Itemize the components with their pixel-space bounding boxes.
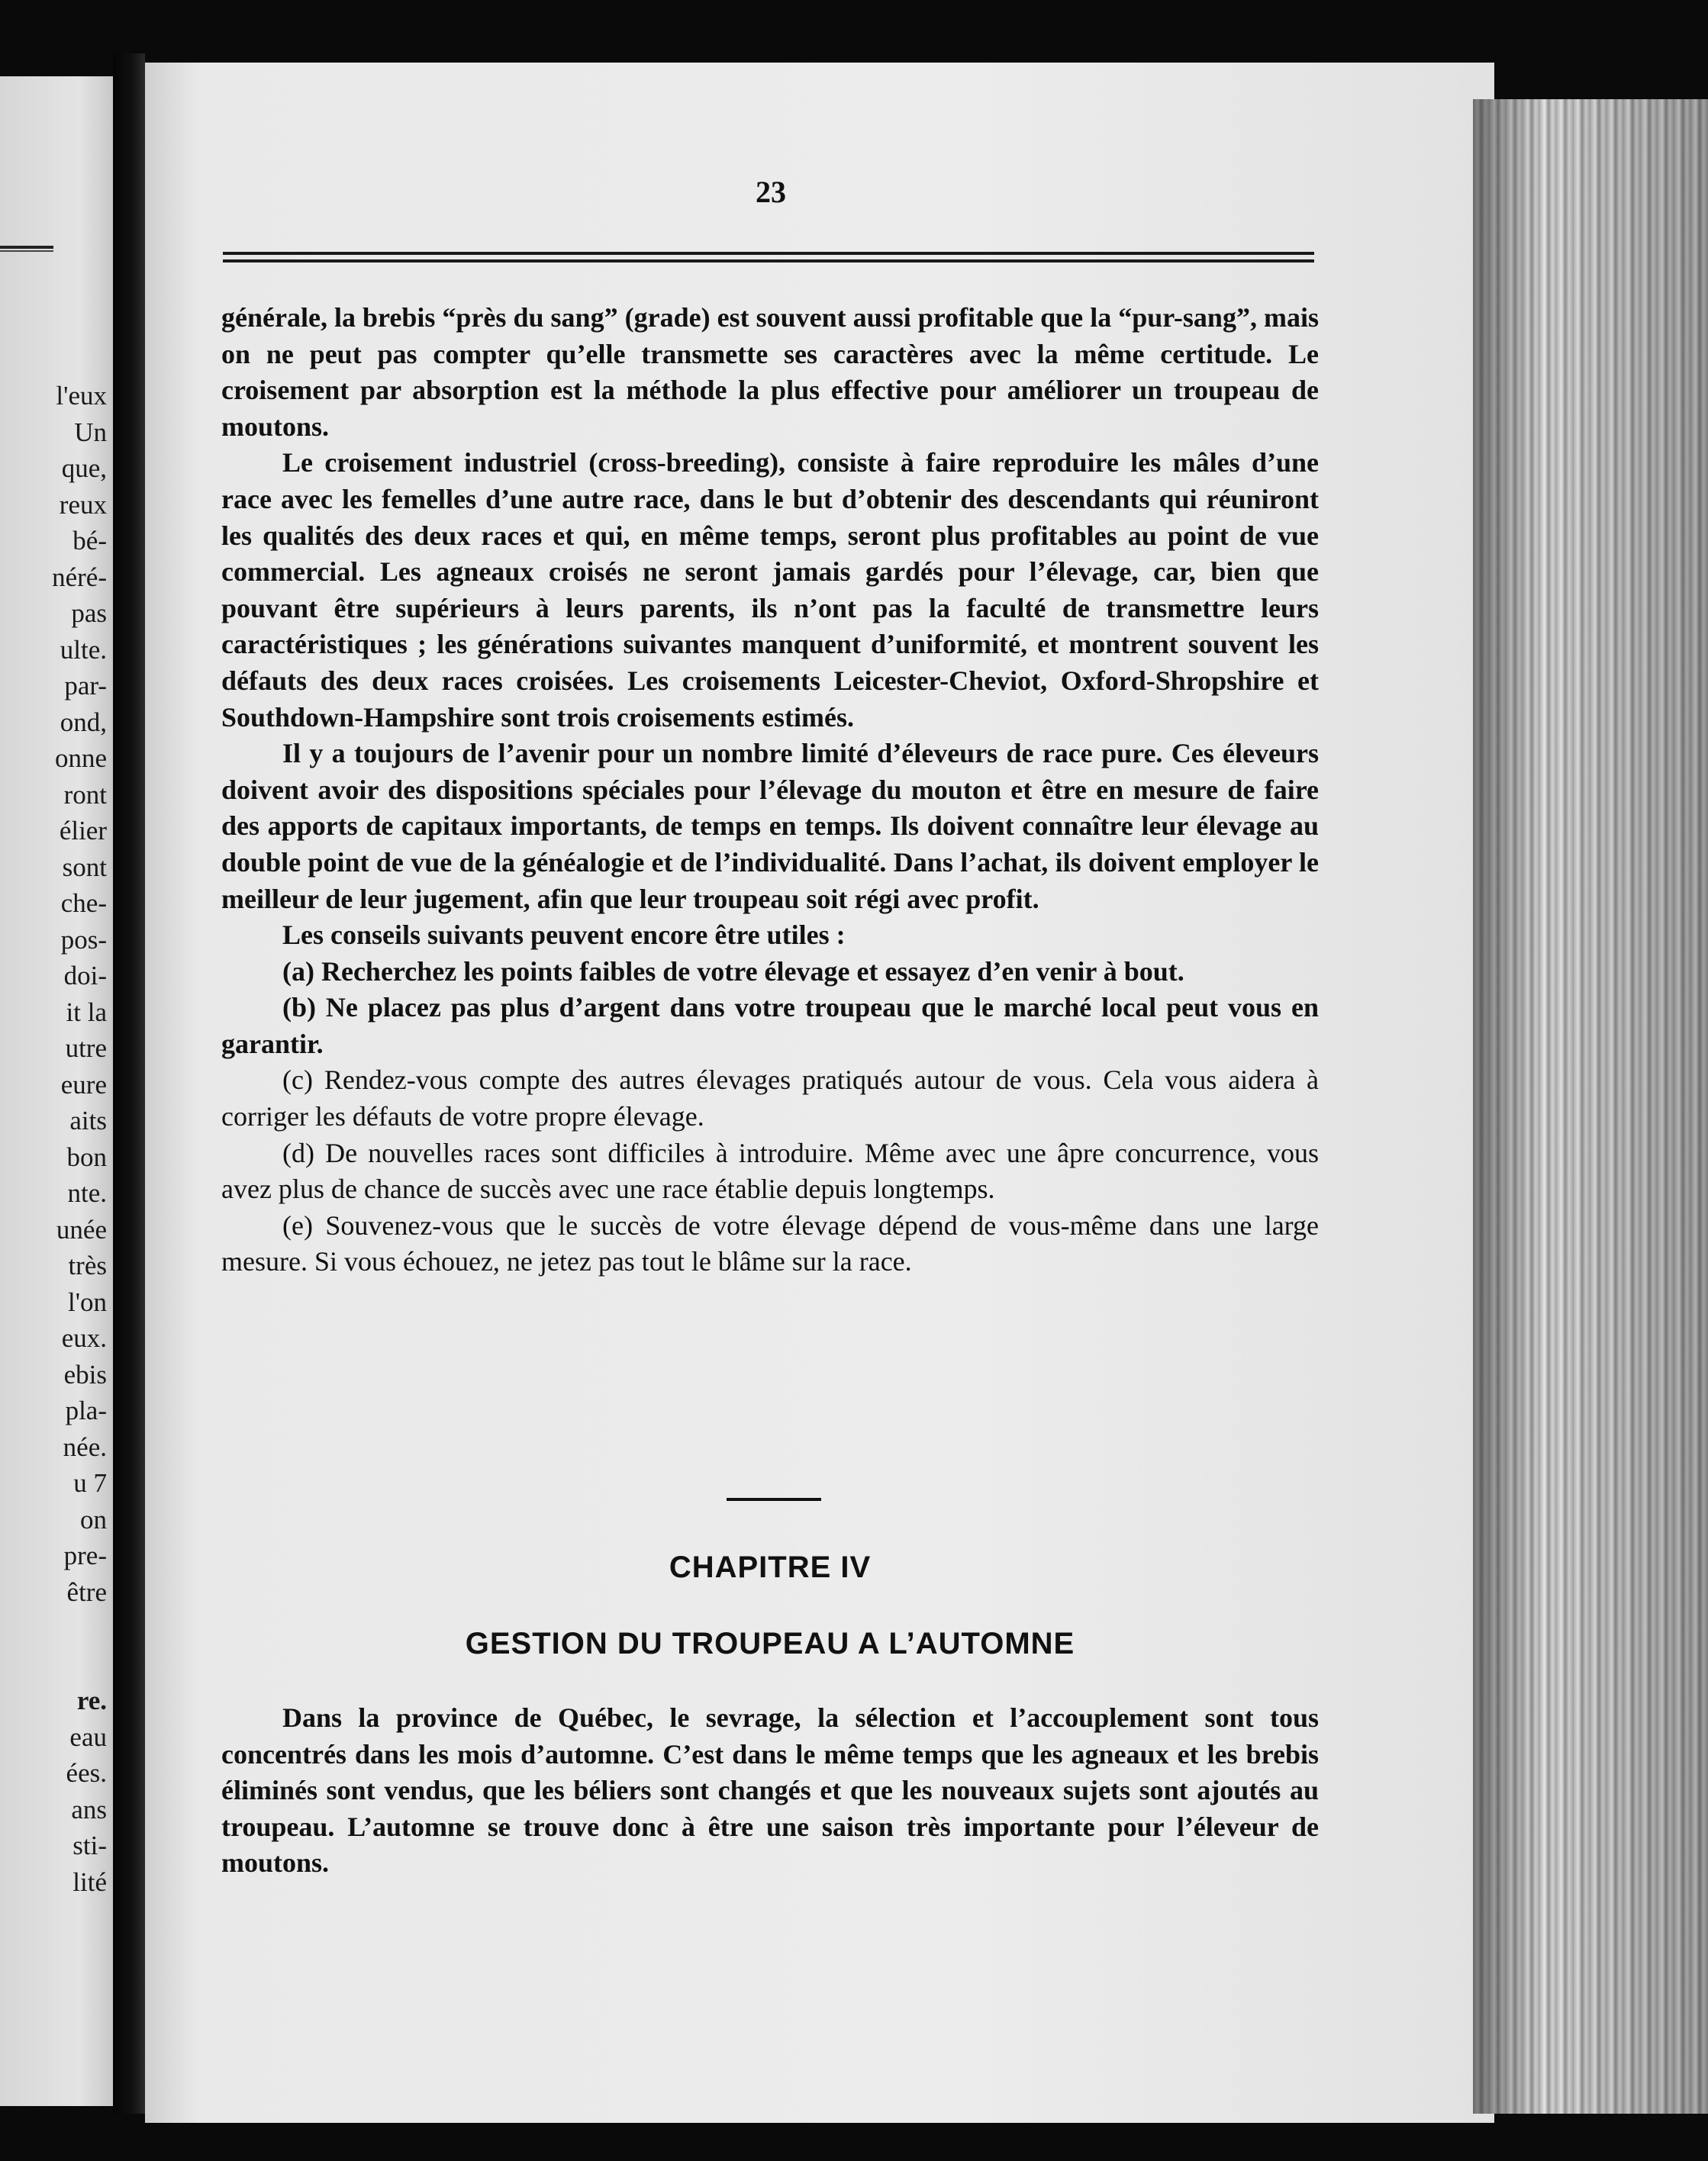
advice-item: (e) Souvenez-vous que le succès de votre élevage dépend de vous-même dans une large mesure. Si vous échouez, ne jetez pas tout le blâme sur la race. bbox=[221, 1209, 1319, 1277]
advice-item: (c) Rendez-vous compte des autres élevages pratiqués autour de vous. Cela vous aidera à corriger les défauts de votre propre élevage. bbox=[221, 1064, 1319, 1132]
advice-item: (a) Recherchez les points faibles de votre élevage et essayez d’en venir à bout. bbox=[282, 955, 1184, 987]
fragment-line: ond, bbox=[60, 707, 107, 737]
fragment-line: bé- bbox=[73, 526, 107, 556]
fragment-line: être bbox=[66, 1576, 107, 1607]
paragraph: générale, la brebis “près du sang” (grade) est souvent aussi profitable que la “pur-sang”, mais on ne peut pas compter qu’elle transmette ses caractères avec la même certitude. Le croisement par absorption est la méthode la plus effective pour améliorer un troupeau de moutons. bbox=[221, 302, 1319, 442]
header-double-rule bbox=[223, 252, 1314, 262]
fragment-line: bon bbox=[66, 1142, 107, 1172]
fragment-line: it la bbox=[66, 997, 107, 1027]
fragment-line: sti- bbox=[73, 1831, 107, 1860]
fragment-line: on bbox=[80, 1504, 107, 1535]
fragment-gap bbox=[0, 1610, 107, 1683]
fragment-line: néré- bbox=[52, 562, 107, 592]
fragment-line: lité bbox=[73, 1866, 107, 1897]
chapter-body bbox=[221, 1700, 1319, 1882]
fragment-line: aits bbox=[69, 1106, 107, 1135]
advice-item: (d) De nouvelles races sont difficiles à introduire. Même avec une âpre concurrence, vous avez plus de chance de succès avec une race établie depuis longtemps. bbox=[221, 1137, 1319, 1205]
chapter-subtitle: GESTION DU TROUPEAU A L’AUTOMNE bbox=[465, 1627, 1075, 1660]
fragment-line: l'on bbox=[67, 1287, 107, 1317]
fragment-line: ront bbox=[63, 779, 107, 810]
fragment-line: unée bbox=[56, 1214, 107, 1245]
paragraph: Le croisement industriel (cross-breeding), consiste à faire reproduire les mâles d’une race avec les femelles d’une autre race, dans le but d’obtenir des descendants qui réuniront les qualités des deux races et qui, en même temps, seront plus profitables au point de vue commercial. Les agneaux croisés ne seront jamais gardés pour l’élevage, car, bien que pouvant être supérieurs à leurs parents, ils n’ont pas la faculté de transmettre leurs caractéristiques ; les générations suivantes manquent d’uniformité, et montrent souvent les défauts des deux races croisées. Les croisements Leicester-Cheviot, Oxford-Shropshire et Southdown-Hampshire sont trois croisements estimés. bbox=[221, 447, 1319, 733]
previous-page-edge bbox=[0, 76, 113, 2106]
fragment-line: pos- bbox=[60, 924, 107, 955]
page-edges-shading bbox=[1473, 99, 1708, 2114]
fragment-line: très bbox=[68, 1251, 107, 1280]
fragment-line: née. bbox=[63, 1432, 107, 1462]
fragment-line: ulte. bbox=[60, 634, 107, 665]
advice-item: (b) Ne placez pas plus d’argent dans votre troupeau que le marché local peut vous en garantir. bbox=[221, 992, 1319, 1059]
section-divider bbox=[727, 1498, 821, 1501]
fragment-line: u 7 bbox=[73, 1468, 107, 1498]
fragment-line: pla- bbox=[65, 1396, 107, 1425]
previous-page-fragments bbox=[0, 378, 107, 1900]
paragraph: Les conseils suivants peuvent encore être utiles : bbox=[282, 919, 846, 951]
fragment-line: que, bbox=[61, 453, 107, 483]
fragment-line: eau bbox=[69, 1721, 107, 1752]
fragment-line: eure bbox=[60, 1069, 107, 1100]
book-gutter bbox=[113, 53, 145, 2114]
fragment-line: ées. bbox=[66, 1758, 107, 1788]
fragment-line: nte. bbox=[67, 1178, 107, 1208]
fragment-line: reux bbox=[59, 489, 107, 520]
paragraph: Il y a toujours de l’avenir pour un nombre limité d’éleveurs de race pure. Ces éleveurs doivent avoir des dispositions spéciales pour l’élevage du mouton et être en mesure de faire des apports de capitaux importants, de temps en temps. Ils doivent connaître leur élevage au double point de vue de la généalogie et de l’individualité. Dans l’achat, ils doivent employer le meilleur de leur jugement, afin que leur troupeau soit régi avec profit. bbox=[221, 738, 1319, 914]
fragment-line: eux. bbox=[61, 1323, 107, 1353]
fragment-line: l'eux bbox=[56, 381, 107, 411]
page-number: 23 bbox=[756, 175, 786, 209]
fragment-line: doi- bbox=[63, 961, 107, 990]
fragment-line: utre bbox=[65, 1033, 107, 1063]
fragment-line: par- bbox=[64, 671, 107, 700]
fragment-line: pre- bbox=[63, 1541, 107, 1570]
chapter-title: CHAPITRE IV bbox=[669, 1551, 872, 1584]
fragment-heading: re. bbox=[76, 1686, 107, 1715]
previous-page-rule bbox=[0, 246, 53, 252]
fragment-line: Un bbox=[74, 417, 107, 447]
fragment-line: sont bbox=[62, 852, 107, 882]
fragment-line: che- bbox=[60, 888, 107, 918]
fragment-line: élier bbox=[59, 816, 107, 845]
fragment-line: ebis bbox=[63, 1359, 107, 1390]
fragment-line: onne bbox=[54, 743, 107, 773]
paragraph: Dans la province de Québec, le sevrage, la sélection et l’accouplement sont tous concentrés dans les mois d’automne. C’est dans le même temps que les agneaux et les brebis éliminés sont vendus, que les béliers sont changés et que les nouveaux sujets sont ajoutés au troupeau. L’automne se trouve donc à être une saison très importante pour l’éleveur de moutons. bbox=[221, 1702, 1319, 1879]
fragment-line: pas bbox=[71, 598, 107, 628]
body-text bbox=[221, 300, 1319, 1280]
fragment-line: ans bbox=[71, 1794, 107, 1824]
